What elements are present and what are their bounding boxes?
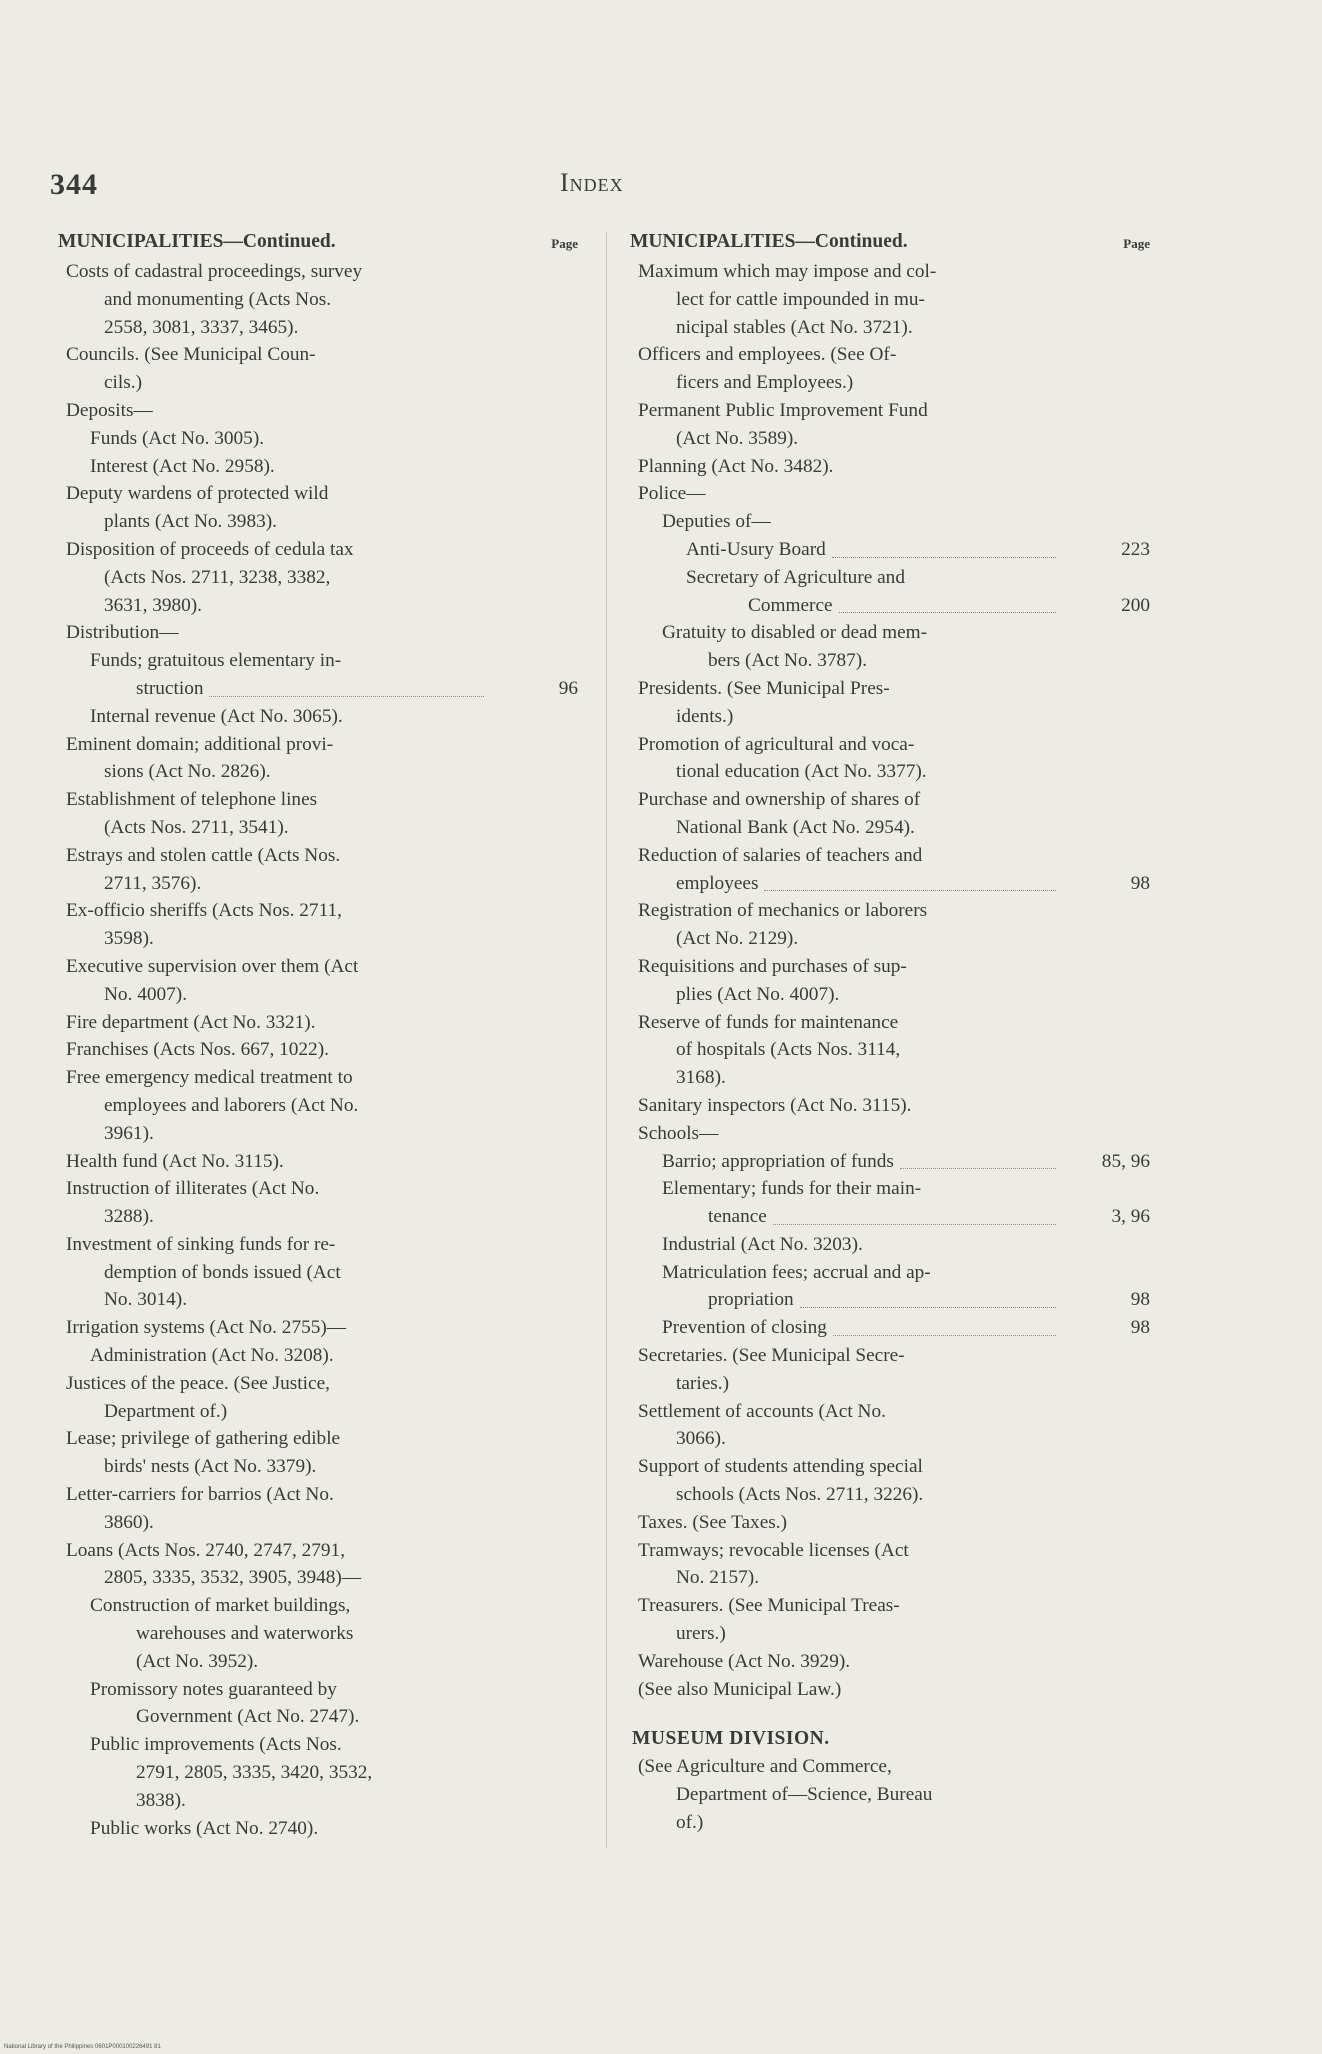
page-reference: 98: [1130, 872, 1150, 894]
index-entry-line: [662, 1314, 1060, 1342]
index-entry-line: [676, 870, 1060, 898]
index-entry: [630, 1592, 1150, 1648]
index-entry-line: Industrial (Act No. 3203).: [662, 1233, 863, 1255]
index-entry: [630, 1342, 1150, 1398]
index-entry: [58, 731, 578, 787]
index-entry-line: Treasurers. (See Municipal Treas-: [638, 1595, 900, 1617]
museum-division-heading: MUSEUM DIVISION.: [632, 1728, 830, 1750]
right-heading: MUNICIPALITIES—Continued.: [630, 231, 908, 252]
index-entry: [630, 480, 1150, 508]
index-entry: [630, 1537, 1150, 1593]
index-entry: [630, 1648, 1150, 1676]
leader-dots: [773, 1203, 1056, 1225]
index-entry-line: Councils. (See Municipal Coun-: [66, 344, 316, 366]
index-entry-line: schools (Acts Nos. 2711, 3226).: [676, 1484, 924, 1506]
index-entry-line: Executive supervision over them (Act: [66, 955, 359, 977]
index-entry-line: bers (Act No. 3787).: [708, 650, 868, 672]
index-entry-line: birds' nests (Act No. 3379).: [104, 1456, 317, 1478]
index-entry-line: No. 2157).: [676, 1567, 760, 1589]
index-entry-line: Tramways; revocable licenses (Act: [638, 1539, 909, 1561]
leader-dots: [764, 870, 1056, 892]
leader-dots: [900, 1148, 1056, 1170]
index-entry-line: No. 3014).: [104, 1289, 188, 1311]
right-column-header: [630, 228, 1150, 258]
index-entry-text: tenance: [708, 1206, 767, 1228]
index-entry-line: Reduction of salaries of teachers and: [638, 844, 923, 866]
index-entry: [630, 1453, 1150, 1509]
index-entry-line: idents.): [676, 705, 734, 727]
index-entry: [630, 341, 1150, 397]
index-entry-line: Warehouse (Act No. 3929).: [638, 1650, 851, 1672]
index-entry-line: Sanitary inspectors (Act No. 3115).: [638, 1094, 912, 1116]
index-entry: [630, 1314, 1150, 1342]
index-entry: [630, 453, 1150, 481]
index-entry: [58, 1175, 578, 1231]
index-entry-line: 3168).: [676, 1067, 726, 1089]
page-reference: 98: [1130, 1317, 1150, 1339]
index-entry-text: struction: [136, 677, 204, 699]
index-entry-line: taries.): [676, 1372, 729, 1394]
index-entry: [58, 258, 578, 341]
index-entry: [58, 1148, 578, 1176]
index-entry: [58, 425, 578, 453]
index-entry: [58, 897, 578, 953]
index-entry: [630, 564, 1150, 620]
index-entry-line: (Acts Nos. 2711, 3238, 3382,: [104, 566, 331, 588]
index-entry: [630, 842, 1150, 898]
index-entry-line: of hospitals (Acts Nos. 3114,: [676, 1039, 901, 1061]
page-reference: 223: [1121, 538, 1150, 560]
index-entry-line: Planning (Act No. 3482).: [638, 455, 834, 477]
index-entry-line: Lease; privilege of gathering edible: [66, 1428, 341, 1450]
index-entry-line: [708, 1203, 1060, 1231]
index-entry-line: 3631, 3980).: [104, 594, 203, 616]
index-entry: [630, 619, 1150, 675]
index-entry-line: (See Agriculture and Commerce,: [638, 1756, 892, 1778]
index-entry: [58, 341, 578, 397]
index-entry: [58, 1009, 578, 1037]
index-entry: [630, 897, 1150, 953]
index-entry: [58, 1064, 578, 1147]
index-entry: [58, 1676, 578, 1732]
index-entry-line: [748, 592, 1060, 620]
index-entry: [58, 1731, 578, 1814]
index-entry-line: Funds (Act No. 3005).: [90, 427, 265, 449]
index-entry-line: nicipal stables (Act No. 3721).: [676, 316, 913, 338]
index-entry-line: National Bank (Act No. 2954).: [676, 816, 915, 838]
page-reference: 85, 96: [1101, 1150, 1150, 1172]
index-entry: [58, 786, 578, 842]
index-entry: [630, 258, 1150, 341]
left-column: [58, 228, 578, 1842]
index-entry-line: 3598).: [104, 928, 154, 950]
right-column: [630, 228, 1150, 1837]
page-reference: 96: [558, 677, 578, 699]
index-entry: [630, 1676, 1150, 1704]
index-entry-line: Support of students attending special: [638, 1456, 923, 1478]
running-head: Index: [560, 168, 624, 197]
index-entry-line: Department of—Science, Bureau: [676, 1784, 933, 1806]
index-entry: [630, 731, 1150, 787]
index-entry-line: sions (Act No. 2826).: [104, 761, 271, 783]
index-entry-line: (Act No. 3589).: [676, 427, 799, 449]
index-entry: [58, 842, 578, 898]
index-entry-line: Investment of sinking funds for re-: [66, 1233, 336, 1255]
left-entries: [58, 258, 578, 1842]
index-entry-line: Administration (Act No. 3208).: [90, 1345, 334, 1367]
page-number: 344: [50, 168, 98, 201]
index-entry: [58, 1314, 578, 1342]
index-entry-line: Health fund (Act No. 3115).: [66, 1150, 284, 1172]
index-entry-line: ficers and Employees.): [676, 372, 854, 394]
index-entry-line: Disposition of proceeds of cedula tax: [66, 538, 354, 560]
index-entry-line: cils.): [104, 372, 143, 394]
leader-dots: [209, 675, 484, 697]
index-entry: [630, 1398, 1150, 1454]
index-entry: [630, 675, 1150, 731]
index-entry-line: Interest (Act No. 2958).: [90, 455, 275, 477]
index-entry-line: Deposits—: [66, 399, 153, 421]
index-entry-line: urers.): [676, 1623, 726, 1645]
index-entry: [630, 508, 1150, 536]
index-entry-line: Promotion of agricultural and voca-: [638, 733, 915, 755]
index-entry-line: plants (Act No. 3983).: [104, 511, 277, 533]
index-entry-line: 2791, 2805, 3335, 3420, 3532,: [136, 1762, 373, 1784]
leader-dots: [832, 536, 1056, 558]
index-entry: [58, 1231, 578, 1314]
index-entry: [58, 480, 578, 536]
index-entry-line: Distribution—: [66, 622, 179, 644]
left-column-header: [58, 228, 578, 258]
index-entry: [630, 1509, 1150, 1537]
index-entry-line: Irrigation systems (Act No. 2755)—: [66, 1317, 347, 1339]
index-entry: [58, 1425, 578, 1481]
index-entry-line: lect for cattle impounded in mu-: [676, 288, 925, 310]
index-entry-line: Purchase and ownership of shares of: [638, 789, 921, 811]
index-entry-line: Officers and employees. (See Of-: [638, 344, 897, 366]
scan-footer: National Library of the Philippines 0601P000100226491 81: [4, 2044, 161, 2050]
index-entry-line: Taxes. (See Taxes.): [638, 1511, 787, 1533]
index-entry-line: [136, 675, 488, 703]
index-entry-line: Public works (Act No. 2740).: [90, 1817, 319, 1839]
index-entry-line: 3288).: [104, 1206, 154, 1228]
index-entry: [630, 1009, 1150, 1092]
index-entry: [630, 1120, 1150, 1148]
index-entry: [630, 536, 1150, 564]
index-entry-line: 2805, 3335, 3532, 3905, 3948)—: [104, 1567, 362, 1589]
page-reference: 98: [1130, 1289, 1150, 1311]
index-entry-line: Reserve of funds for maintenance: [638, 1011, 899, 1033]
index-entry-text: Commerce: [748, 594, 833, 616]
index-entry-line: Maximum which may impose and col-: [638, 261, 937, 282]
index-entry: [58, 619, 578, 647]
index-entry-line: employees and laborers (Act No.: [104, 1094, 359, 1116]
index-entry-line: [686, 536, 1060, 564]
index-entry-line: No. 4007).: [104, 983, 188, 1005]
index-entry: [630, 1092, 1150, 1120]
index-entry-line: Loans (Acts Nos. 2740, 2747, 2791,: [66, 1539, 346, 1561]
right-page-label: Page: [1123, 236, 1150, 251]
index-entry: [58, 453, 578, 481]
index-entry: [58, 1370, 578, 1426]
index-entry-line: Police—: [638, 483, 706, 505]
index-entry-line: (Acts Nos. 2711, 3541).: [104, 816, 289, 838]
index-entry-line: Secretaries. (See Municipal Secre-: [638, 1345, 905, 1367]
index-entry-line: Construction of market buildings,: [90, 1595, 351, 1617]
index-entry-text: Anti-Usury Board: [686, 538, 826, 560]
index-entry-line: tional education (Act No. 3377).: [676, 761, 927, 783]
index-entry: [58, 647, 578, 703]
index-entry-line: Department of.): [104, 1400, 228, 1422]
index-entry-line: 2711, 3576).: [104, 872, 202, 894]
index-entry-line: Presidents. (See Municipal Pres-: [638, 677, 890, 699]
index-entry-line: Letter-carriers for barrios (Act No.: [66, 1484, 334, 1506]
index-entry-line: Justices of the peace. (See Justice,: [66, 1372, 330, 1394]
index-entry-line: (Act No. 3952).: [136, 1650, 259, 1672]
index-entry-line: Settlement of accounts (Act No.: [638, 1400, 886, 1422]
index-entry-line: Schools—: [638, 1122, 719, 1144]
index-entry-line: Registration of mechanics or laborers: [638, 900, 928, 922]
index-entry-line: Free emergency medical treatment to: [66, 1067, 353, 1089]
page-reference: 3, 96: [1111, 1206, 1150, 1228]
index-entry-line: Instruction of illiterates (Act No.: [66, 1178, 320, 1200]
right-entries: [630, 258, 1150, 1703]
index-entry: [630, 397, 1150, 453]
index-entry-line: Permanent Public Improvement Fund: [638, 399, 928, 421]
index-entry: [630, 786, 1150, 842]
index-entry-line: Requisitions and purchases of sup-: [638, 955, 907, 977]
index-entry-line: 3838).: [136, 1789, 186, 1811]
left-heading: MUNICIPALITIES—Continued.: [58, 231, 336, 252]
index-entry-line: 2558, 3081, 3337, 3465).: [104, 316, 299, 338]
index-entry: [58, 703, 578, 731]
leader-dots: [800, 1286, 1056, 1308]
column-divider: [606, 232, 607, 1848]
index-entry-line: Eminent domain; additional provi-: [66, 733, 334, 755]
index-entry: [58, 1481, 578, 1537]
index-entry: [58, 953, 578, 1009]
index-entry-line: 3961).: [104, 1122, 154, 1144]
index-entry: [630, 1175, 1150, 1231]
index-entry-line: Government (Act No. 2747).: [136, 1706, 360, 1728]
index-entry-line: Public improvements (Acts Nos.: [90, 1734, 342, 1756]
index-entry: [58, 1036, 578, 1064]
index-entry: [630, 1753, 1150, 1836]
index-entry-line: Funds; gratuitous elementary in-: [90, 650, 342, 672]
index-entry-line: plies (Act No. 4007).: [676, 983, 840, 1005]
index-entry-line: Internal revenue (Act No. 3065).: [90, 705, 343, 727]
index-entry-line: Elementary; funds for their main-: [662, 1178, 922, 1200]
index-entry-line: Franchises (Acts Nos. 667, 1022).: [66, 1039, 329, 1061]
index-entry-line: Promissory notes guaranteed by: [90, 1678, 337, 1700]
index-entry-line: 3860).: [104, 1511, 154, 1533]
index-entry: [58, 1592, 578, 1675]
museum-division-entries: [630, 1753, 1150, 1836]
index-entry-line: Deputies of—: [662, 511, 771, 533]
index-entry-line: warehouses and waterworks: [136, 1623, 354, 1645]
index-entry-line: of.): [676, 1811, 704, 1833]
index-entry-line: Fire department (Act No. 3321).: [66, 1011, 316, 1033]
index-entry: [58, 536, 578, 619]
index-entry-line: and monumenting (Acts Nos.: [104, 288, 332, 310]
index-entry: [630, 1259, 1150, 1315]
index-entry-line: Gratuity to disabled or dead mem-: [662, 622, 928, 644]
leader-dots: [839, 592, 1056, 614]
index-entry-line: 3066).: [676, 1428, 726, 1450]
index-entry-line: [662, 1148, 1060, 1176]
index-entry-text: Barrio; appropriation of funds: [662, 1150, 894, 1172]
index-entry-text: employees: [676, 872, 759, 894]
index-entry: [58, 1342, 578, 1370]
index-entry: [58, 397, 578, 425]
index-entry-line: Deputy wardens of protected wild: [66, 483, 329, 505]
index-entry-line: Ex-officio sheriffs (Acts Nos. 2711,: [66, 900, 342, 922]
index-entry: [630, 953, 1150, 1009]
index-entry: [630, 1148, 1150, 1176]
index-entry-text: propriation: [708, 1289, 794, 1311]
index-entry-line: Secretary of Agriculture and: [686, 566, 905, 588]
index-entry-line: Matriculation fees; accrual and ap-: [662, 1261, 931, 1283]
index-entry-line: (See also Municipal Law.): [638, 1678, 842, 1700]
index-entry-line: Estrays and stolen cattle (Acts Nos.: [66, 844, 341, 866]
index-entry-line: Establishment of telephone lines: [66, 789, 318, 811]
index-entry-line: [708, 1286, 1060, 1314]
index-entry: [58, 1537, 578, 1593]
left-page-label: Page: [551, 236, 578, 251]
page-reference: 200: [1121, 594, 1150, 616]
index-entry-text: Prevention of closing: [662, 1317, 827, 1339]
index-entry: [630, 1231, 1150, 1259]
index-entry: [58, 1815, 578, 1843]
index-entry-line: demption of bonds issued (Act: [104, 1261, 341, 1283]
index-entry-line: Costs of cadastral proceedings, survey: [66, 261, 363, 282]
index-entry-line: (Act No. 2129).: [676, 928, 799, 950]
leader-dots: [833, 1314, 1056, 1336]
